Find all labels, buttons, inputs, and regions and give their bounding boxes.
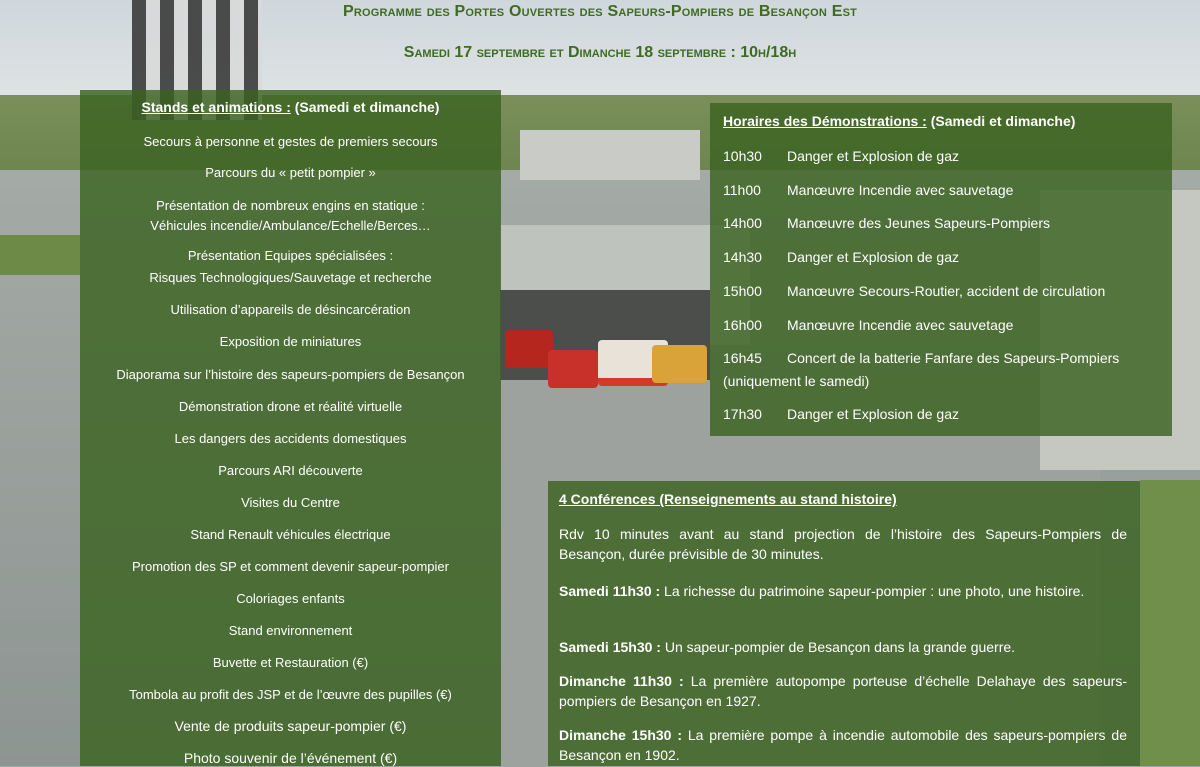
schedule-row xyxy=(723,181,1163,199)
conference-text: La première autopompe porteuse d’échelle Delahaye des sapeurs-pompiers de Besançon en 1927. xyxy=(559,673,1127,709)
schedule-time: 17h30 xyxy=(723,406,762,422)
list-item: Coloriages enfants xyxy=(236,591,345,606)
stands-heading-label: Stands et animations : xyxy=(141,99,291,115)
event-dates: Samedi 17 septembre et Dimanche 18 septembre : 10h/18h xyxy=(403,44,797,61)
schedule-time: 14h30 xyxy=(723,249,762,265)
schedule-label: Concert de la batterie Fanfare des Sapeurs-Pompiers xyxy=(787,350,1120,366)
conference-when: Dimanche 15h30 : xyxy=(559,727,682,743)
conference-item xyxy=(559,637,1127,657)
schedule-label: Danger et Explosion de gaz xyxy=(787,406,959,422)
stands-heading-days: (Samedi et dimanche) xyxy=(290,99,440,115)
schedule-label: Manœuvre des Jeunes Sapeurs-Pompiers xyxy=(787,215,1051,231)
page-title: Programme des Portes Ouvertes des Sapeurs-Pompiers de Besançon Est xyxy=(342,3,858,20)
conference-text: La richesse du patrimoine sapeur-pompier : une photo, une histoire. xyxy=(660,583,1085,599)
schedule-row xyxy=(723,147,1163,165)
demonstrations-heading-label: Horaires des Démonstrations : xyxy=(723,113,927,129)
schedule-time: 10h30 xyxy=(723,148,762,164)
list-item: Exposition de miniatures xyxy=(219,334,362,349)
schedule-label: Danger et Explosion de gaz xyxy=(787,249,959,265)
list-item: Diaporama sur l’histoire des sapeurs-pompiers de Besançon xyxy=(116,367,465,382)
schedule-row xyxy=(723,316,1163,334)
conference-item xyxy=(559,671,1127,711)
demonstrations-heading-days: (Samedi et dimanche) xyxy=(926,113,1076,129)
schedule-note: (uniquement le samedi) xyxy=(723,373,870,389)
list-item: Présentation Equipes spécialisées : xyxy=(187,248,394,263)
stands-heading xyxy=(80,99,501,115)
list-item: Stand Renault véhicules électrique xyxy=(190,527,391,542)
schedule-time: 15h00 xyxy=(723,283,762,299)
conferences-heading: 4 Conférences (Renseignements au stand histoire) xyxy=(559,491,897,507)
schedule-row xyxy=(723,214,1163,232)
conference-item xyxy=(559,725,1127,765)
list-item: Vente de produits sapeur-pompier (€) xyxy=(174,718,407,734)
list-item: Promotion des SP et comment devenir sapeur-pompier xyxy=(132,559,449,574)
list-item: Photo souvenir de l’événement (€) xyxy=(183,750,398,766)
schedule-label: Danger et Explosion de gaz xyxy=(787,148,959,164)
conference-when: Dimanche 11h30 : xyxy=(559,673,684,689)
conference-text: La première pompe à incendie automobile des sapeurs-pompiers de Besançon en 1902. xyxy=(559,727,1127,763)
schedule-time: 16h00 xyxy=(723,317,762,333)
schedule-row xyxy=(723,349,1163,367)
schedule-row xyxy=(723,405,1163,423)
demonstrations-heading xyxy=(723,113,1075,129)
list-item: Véhicules incendie/Ambulance/Echelle/Berces… xyxy=(150,218,431,233)
list-item: Buvette et Restauration (€) xyxy=(212,655,369,670)
list-item: Secours à personne et gestes de premiers secours xyxy=(143,134,438,149)
schedule-label: Manœuvre Incendie avec sauvetage xyxy=(787,317,1014,333)
list-item: Démonstration drone et réalité virtuelle xyxy=(178,399,403,414)
conference-when: Samedi 11h30 : xyxy=(559,583,661,599)
list-item: Parcours ARI découverte xyxy=(218,463,363,478)
list-item: Les dangers des accidents domestiques xyxy=(174,431,407,446)
list-item: Stand environnement xyxy=(228,623,353,638)
list-item: Visites du Centre xyxy=(241,495,340,510)
demonstrations-panel xyxy=(710,103,1172,436)
conferences-panel xyxy=(548,481,1140,766)
list-item: Risques Technologiques/Sauvetage et recherche xyxy=(149,270,432,285)
schedule-row xyxy=(723,282,1163,300)
schedule-time: 14h00 xyxy=(723,215,762,231)
conferences-intro: Rdv 10 minutes avant au stand projection de l’histoire des Sapeurs-Pompiers de Besançon, durée prévisible de 30 minutes. xyxy=(559,526,1127,562)
list-item: Utilisation d’appareils de désincarcération xyxy=(170,302,411,317)
list-item: Présentation de nombreux engins en statique : xyxy=(156,198,425,213)
schedule-label: Manœuvre Incendie avec sauvetage xyxy=(787,182,1014,198)
list-item: Tombola au profit des JSP et de l’œuvre des pupilles (€) xyxy=(129,687,452,702)
schedule-time: 16h45 xyxy=(723,350,762,366)
schedule-label: Manœuvre Secours-Routier, accident de circulation xyxy=(787,283,1106,299)
conference-when: Samedi 15h30 : xyxy=(559,639,661,655)
schedule-time: 11h00 xyxy=(723,182,761,198)
stands-panel xyxy=(80,90,501,766)
list-item: Parcours du « petit pompier » xyxy=(205,165,376,180)
conference-item xyxy=(559,581,1127,601)
conference-text: Un sapeur-pompier de Besançon dans la grande guerre. xyxy=(660,639,1016,655)
schedule-row xyxy=(723,248,1163,266)
